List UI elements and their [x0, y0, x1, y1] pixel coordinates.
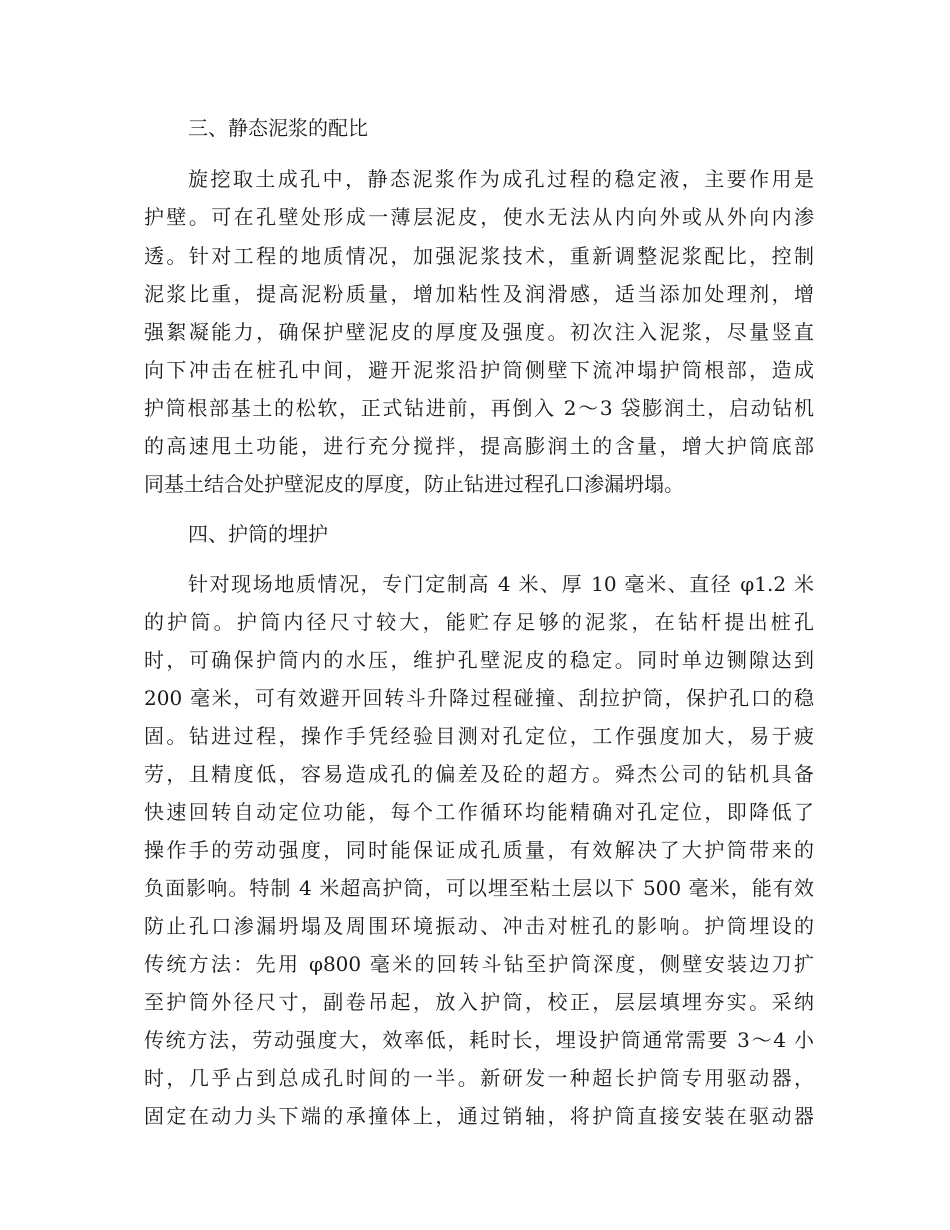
section-heading: 三、静态泥浆的配比 [188, 116, 368, 140]
paragraph-line: 至护筒外径尺寸，副卷吊起，放入护筒，校正，层层填埋夯实。采纳 [144, 990, 814, 1014]
section-heading: 四、护筒的埋护 [188, 522, 328, 546]
paragraph-line: 透。针对工程的地质情况，加强泥浆技术，重新调整泥浆配比，控制 [144, 244, 814, 268]
paragraph-line: 防止孔口渗漏坍塌及周围环境振动、冲击对桩孔的影响。护筒埋设的 [144, 914, 814, 938]
paragraph-line: 的高速甩土功能，进行充分搅拌，提高膨润土的含量，增大护筒底部 [144, 434, 814, 458]
paragraph-line: 时，几乎占到总成孔时间的一半。新研发一种超长护筒专用驱动器， [144, 1066, 814, 1090]
paragraph-line: 传统方法，劳动强度大，效率低，耗时长，埋设护筒通常需要 3～4 小 [144, 1028, 814, 1052]
paragraph-line: 快速回转自动定位功能，每个工作循环均能精确对孔定位，即降低了 [144, 800, 814, 824]
paragraph-line: 劳，且精度低，容易造成孔的偏差及砼的超方。舜杰公司的钻机具备 [144, 762, 814, 786]
paragraph-line: 针对现场地质情况，专门定制高 4 米、厚 10 毫米、直径 φ1.2 米 [188, 572, 814, 596]
paragraph-line: 的护筒。护筒内径尺寸较大，能贮存足够的泥浆，在钻杆提出桩孔 [144, 610, 814, 634]
paragraph-line: 泥浆比重，提高泥粉质量，增加粘性及润滑感，适当添加处理剂，增 [144, 282, 814, 306]
paragraph-line: 200 毫米，可有效避开回转斗升降过程碰撞、刮拉护筒，保护孔口的稳 [144, 686, 814, 710]
paragraph-line: 操作手的劳动强度，同时能保证成孔质量，有效解决了大护筒带来的 [144, 838, 814, 862]
paragraph-line: 固。钻进过程，操作手凭经验目测对孔定位，工作强度加大，易于疲 [144, 724, 814, 748]
paragraph-line: 护筒根部基土的松软，正式钻进前，再倒入 2～3 袋膨润土，启动钻机 [144, 396, 814, 420]
paragraph-line: 传统方法：先用 φ800 毫米的回转斗钻至护筒深度，侧壁安装边刀扩 [144, 952, 814, 976]
paragraph-line: 强絮凝能力，确保护壁泥皮的厚度及强度。初次注入泥浆，尽量竖直 [144, 320, 814, 344]
paragraph-line: 旋挖取土成孔中，静态泥浆作为成孔过程的稳定液，主要作用是 [188, 167, 814, 191]
paragraph-line: 同基土结合处护壁泥皮的厚度，防止钻进过程孔口渗漏坍塌。 [144, 472, 684, 496]
paragraph-line: 时，可确保护筒内的水压，维护孔壁泥皮的稳定。同时单边铡隙达到 [144, 648, 814, 672]
paragraph-line: 固定在动力头下端的承撞体上，通过销轴，将护筒直接安装在驱动器 [144, 1104, 814, 1128]
paragraph-line: 负面影响。特制 4 米超高护筒，可以埋至粘土层以下 500 毫米，能有效 [144, 876, 814, 900]
paragraph-line: 护壁。可在孔壁处形成一薄层泥皮，使水无法从内向外或从外向内渗 [144, 205, 814, 229]
paragraph-line: 向下冲击在桩孔中间，避开泥浆沿护筒侧壁下流冲塌护筒根部，造成 [144, 358, 814, 382]
